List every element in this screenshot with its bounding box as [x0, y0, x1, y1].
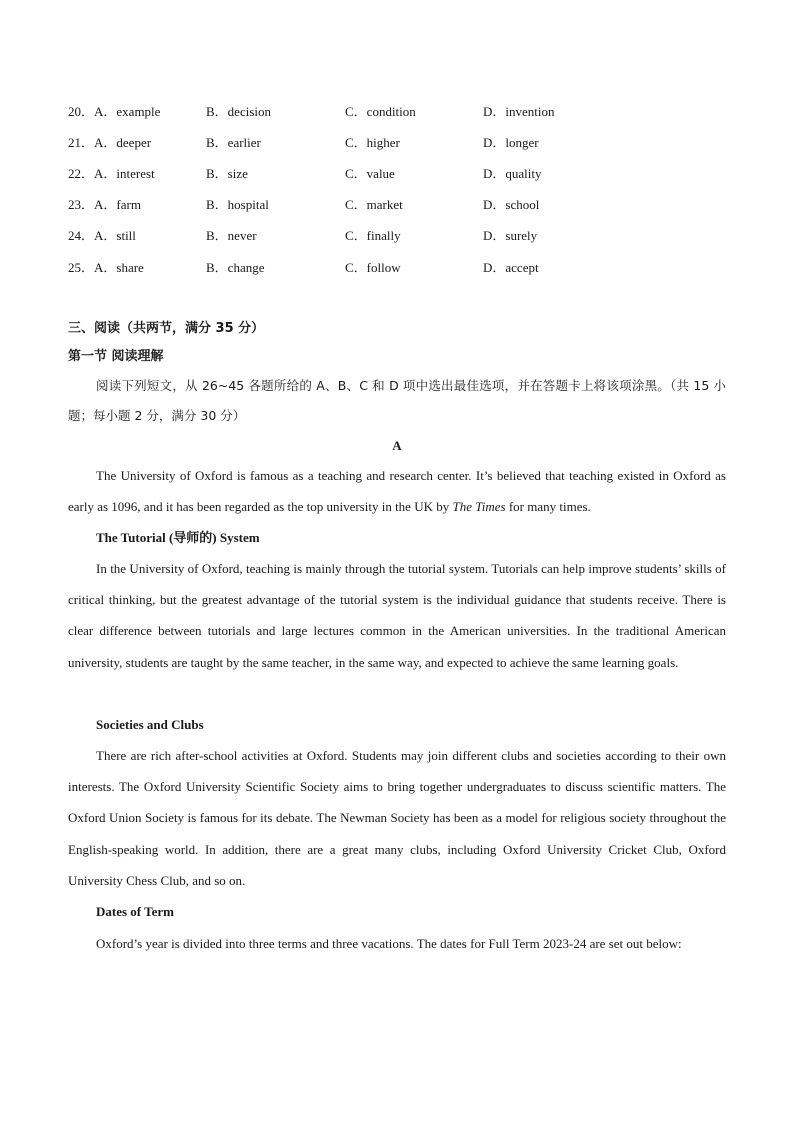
option-c: C．follow	[345, 260, 401, 275]
question-number: 22．	[68, 166, 95, 181]
option-b: B．size	[206, 166, 248, 181]
section-part-title: 第一节 阅读理解	[68, 349, 164, 364]
paragraph-dates-of-term: Oxford’s year is divided into three terms and three vacations. The dates for Full Term 2023-24 are set out below:	[96, 936, 682, 951]
question-number: 25．	[68, 260, 95, 275]
option-a: A．example	[94, 104, 161, 119]
option-row	[0, 194, 794, 216]
question-number: 20．	[68, 104, 95, 119]
option-b: B．decision	[206, 104, 271, 119]
option-c: C．condition	[345, 104, 416, 119]
section-instructions: 阅读下列短文，从 26~45 各题所给的 A、B、C 和 D 项中选出最佳选项，并在答题卡上将该项涂黑。（共 15 小题；每小题 2 分，满分 30 分）	[68, 378, 726, 423]
option-a: A．farm	[94, 197, 141, 212]
heading-dates-of-term: Dates of Term	[96, 904, 174, 919]
option-row	[0, 257, 794, 279]
option-c: C．value	[345, 166, 395, 181]
option-b: B．earlier	[206, 135, 261, 150]
question-number: 23．	[68, 197, 95, 212]
section-title: 三、阅读（共两节，满分 35 分）	[68, 321, 265, 336]
passage-label: A	[392, 438, 402, 453]
option-c: C．higher	[345, 135, 400, 150]
heading-tutorial-system: The Tutorial (导师的) System	[96, 530, 260, 545]
paragraph-societies-clubs: There are rich after-school activities at Oxford. Students may join different clubs and societies according to their own interests. The Oxford University Scientific Society aims to bring together undergraduates to discuss scientific matters. The Oxford Union Society is famous for its debate. The Newman Society has been as a model for religious society throughout the English-speaking world. In addition, there are a great many clubs, including Oxford University Cricket Club, Oxford University Chess Club, and so on.	[68, 748, 726, 888]
option-b: B．hospital	[206, 197, 269, 212]
option-b: B．change	[206, 260, 265, 275]
question-number: 24．	[68, 228, 95, 243]
option-d: D．longer	[483, 135, 539, 150]
option-c: C．market	[345, 197, 403, 212]
newspaper-name: The Times	[452, 499, 506, 515]
paragraph-tutorial-system: In the University of Oxford, teaching is mainly through the tutorial system. Tutorials can help improve students’ skills of critical thinking, but the greatest advantage of the tutorial system is the individual guidance that students receive. There is clear difference between tutorials and large lectures common in the American universities. In the traditional American university, students are taught by the same teacher, in the same way, and expected to achieve the same learning goals.	[68, 561, 726, 670]
option-d: D．invention	[483, 104, 555, 119]
option-row	[0, 101, 794, 123]
option-a: A．share	[94, 260, 144, 275]
option-a: A．still	[94, 228, 136, 243]
intro-text: The University of Oxford is famous as a teaching and research center. It’s believed that teaching existed in Oxford as early as 1096, and it has been regarded as the top university in the UK by	[68, 468, 726, 515]
intro-text-end: for many times.	[505, 499, 591, 515]
option-d: D．school	[483, 197, 540, 212]
option-d: D．surely	[483, 228, 538, 243]
option-d: D．quality	[483, 166, 542, 181]
option-a: A．deeper	[94, 135, 152, 150]
option-row	[0, 225, 794, 247]
option-b: B．never	[206, 228, 257, 243]
passage-intro	[68, 460, 726, 522]
option-row	[0, 163, 794, 185]
heading-societies-clubs: Societies and Clubs	[96, 717, 204, 732]
option-row	[0, 132, 794, 154]
question-number: 21．	[68, 135, 95, 150]
option-c: C．finally	[345, 228, 401, 243]
option-a: A．interest	[94, 166, 155, 181]
option-d: D．accept	[483, 260, 539, 275]
